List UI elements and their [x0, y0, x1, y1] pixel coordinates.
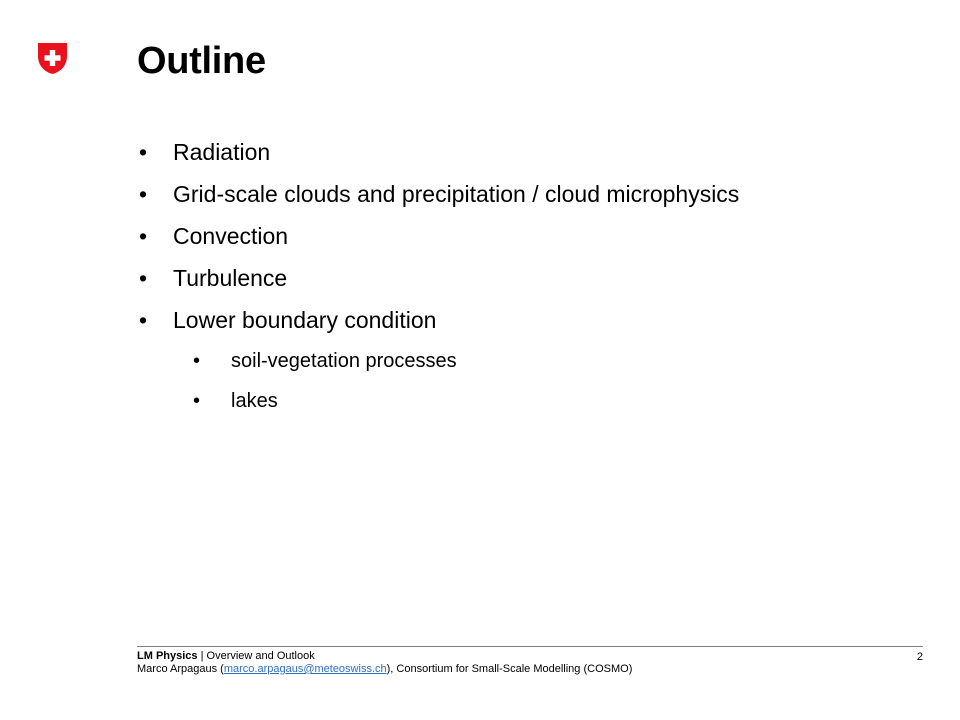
sub-bullet-icon: •: [193, 390, 201, 412]
outline-item-label: Radiation: [173, 139, 271, 165]
outline-item-label: Lower boundary condition: [173, 307, 437, 333]
outline-subitem-label: lakes: [231, 390, 278, 412]
footer-author-prefix: Marco Arpagaus (: [137, 663, 224, 675]
footer: [137, 650, 923, 676]
page-number: 2: [916, 651, 923, 663]
footer-heading: LM Physics: [137, 650, 198, 662]
outline-item-label: Convection: [173, 223, 289, 249]
outline-item-radiation: [137, 138, 937, 166]
outline-item-label: Grid-scale clouds and precipitation / cloud microphysics: [173, 181, 740, 207]
bullet-icon: •: [139, 307, 148, 333]
footer-divider: [137, 646, 923, 647]
sub-list-container: [137, 348, 937, 414]
bullet-icon: •: [139, 223, 148, 249]
outline-item-turbulence: [137, 264, 937, 292]
bullet-icon: •: [139, 181, 148, 207]
footer-separator: |: [197, 650, 207, 662]
slide-title: Outline: [137, 40, 266, 82]
swiss-cross-shield-svg: [37, 42, 68, 75]
swiss-cross-shield-icon: [37, 42, 68, 75]
footer-email-link[interactable]: marco.arpagaus@meteoswiss.ch: [223, 663, 387, 675]
sub-bullet-icon: •: [193, 350, 201, 372]
bullet-icon: •: [139, 265, 148, 291]
footer-title-line: [137, 650, 923, 663]
footer-author-suffix: ), Consortium for Small-Scale Modelling (COSMO): [386, 663, 633, 675]
outline-item-convection: [137, 222, 937, 250]
footer-subtitle: Overview and Outlook: [206, 650, 315, 662]
outline-item-label: Turbulence: [173, 265, 288, 291]
outline-item-grid-scale-clouds: [137, 180, 937, 208]
outline-item-lower-boundary: [137, 306, 937, 334]
outline-subitem-lakes: [137, 388, 937, 414]
bullet-icon: •: [139, 139, 148, 165]
outline-subitem-label: soil-vegetation processes: [231, 350, 457, 372]
outline-sub-list: [137, 348, 937, 414]
outline-subitem-soil-vegetation: [137, 348, 937, 374]
footer-author-line: [137, 663, 923, 676]
outline-list: [137, 138, 937, 428]
